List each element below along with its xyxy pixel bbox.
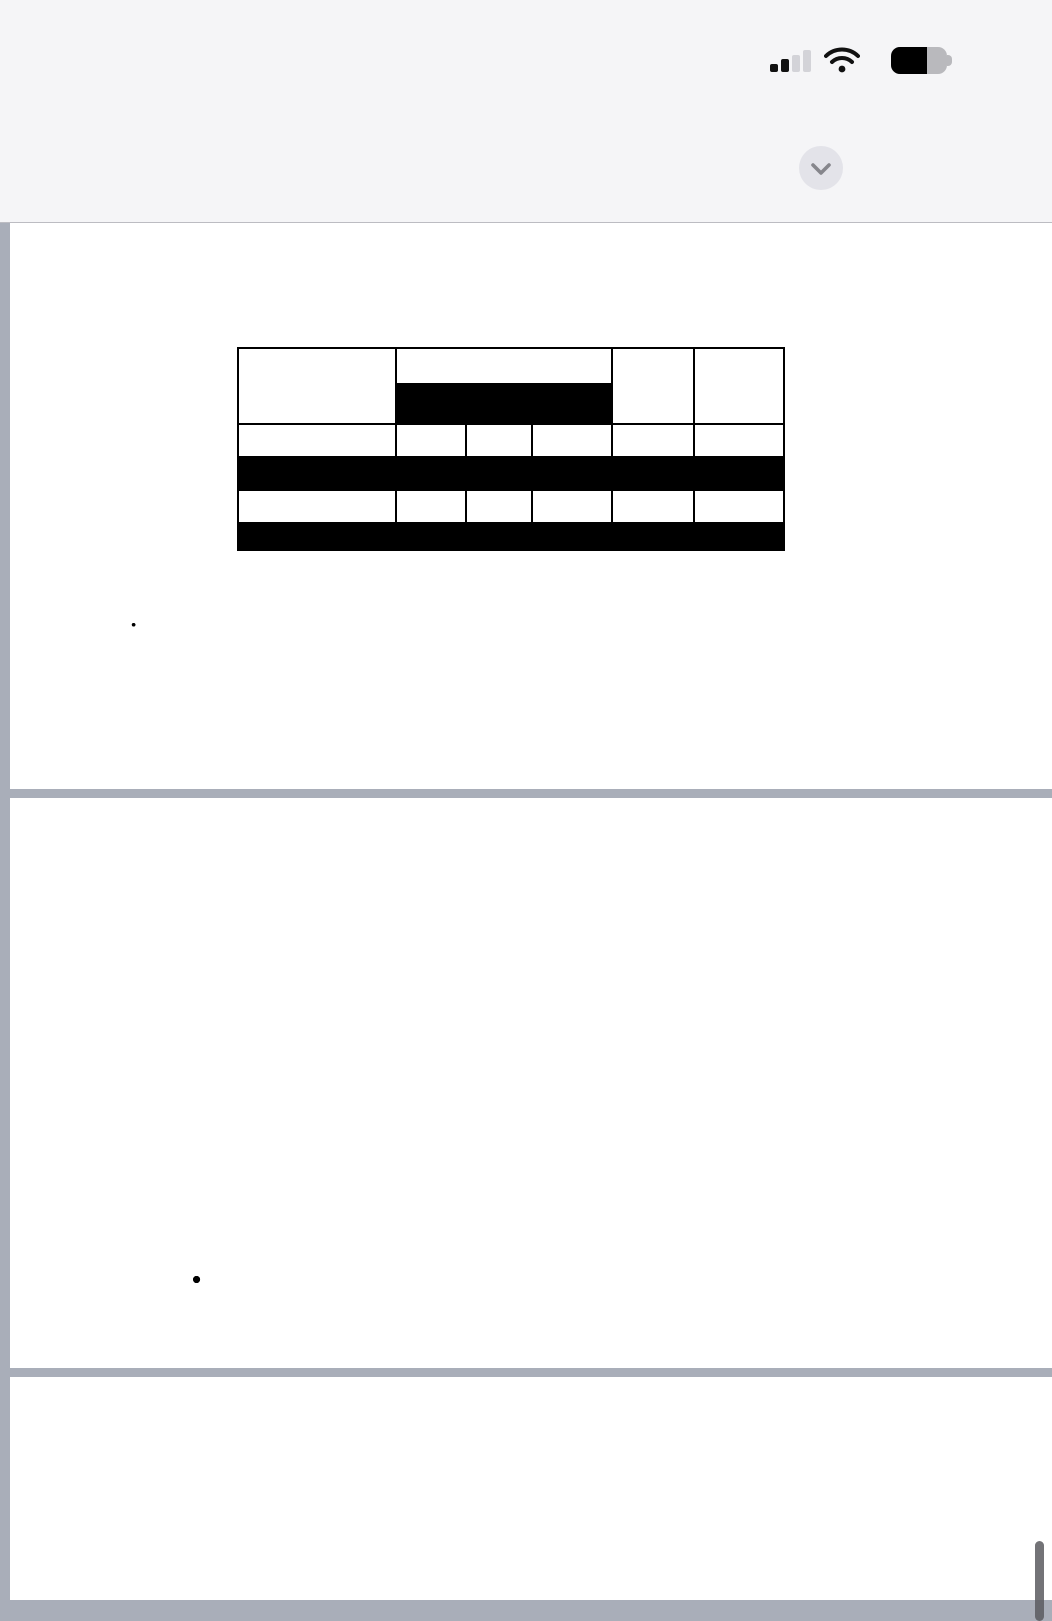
header-bar	[0, 0, 1052, 223]
cell	[532, 424, 612, 457]
title-dropdown-button[interactable]	[799, 146, 843, 190]
battery-icon	[891, 47, 947, 74]
slide-next-characterization	[10, 1377, 1052, 1600]
cell	[238, 424, 396, 457]
table-row	[238, 490, 784, 523]
cell	[694, 424, 784, 457]
scrollbar-thumb[interactable]	[1035, 1541, 1044, 1621]
cell	[694, 490, 784, 523]
cell	[396, 424, 466, 457]
measured-isotherm-chart	[400, 914, 780, 1266]
cell	[466, 490, 532, 523]
header-redacted-cell	[396, 348, 612, 424]
cell	[396, 490, 466, 523]
table-row	[238, 424, 784, 457]
cell	[238, 490, 396, 523]
cell	[466, 424, 532, 457]
battery-cap	[947, 55, 952, 66]
slide-bet	[10, 798, 1052, 1368]
redacted-row	[238, 523, 784, 550]
cell	[532, 490, 612, 523]
header-empty-cell	[612, 348, 694, 424]
raman-measurements-table	[237, 347, 785, 551]
battery-percent	[891, 47, 929, 74]
header-measurement	[238, 348, 396, 424]
redaction-bar	[397, 383, 611, 423]
slide-raman-analysis	[10, 223, 1052, 789]
header-empty-cell	[694, 348, 784, 424]
redacted-row	[238, 457, 784, 490]
cell	[612, 490, 694, 523]
wifi-icon	[824, 47, 860, 73]
standard-isotherms-figure	[130, 920, 370, 1270]
cell	[612, 424, 694, 457]
table-header-row	[238, 348, 784, 424]
chevron-down-icon	[799, 146, 843, 190]
cellular-signal-icon	[770, 50, 816, 72]
